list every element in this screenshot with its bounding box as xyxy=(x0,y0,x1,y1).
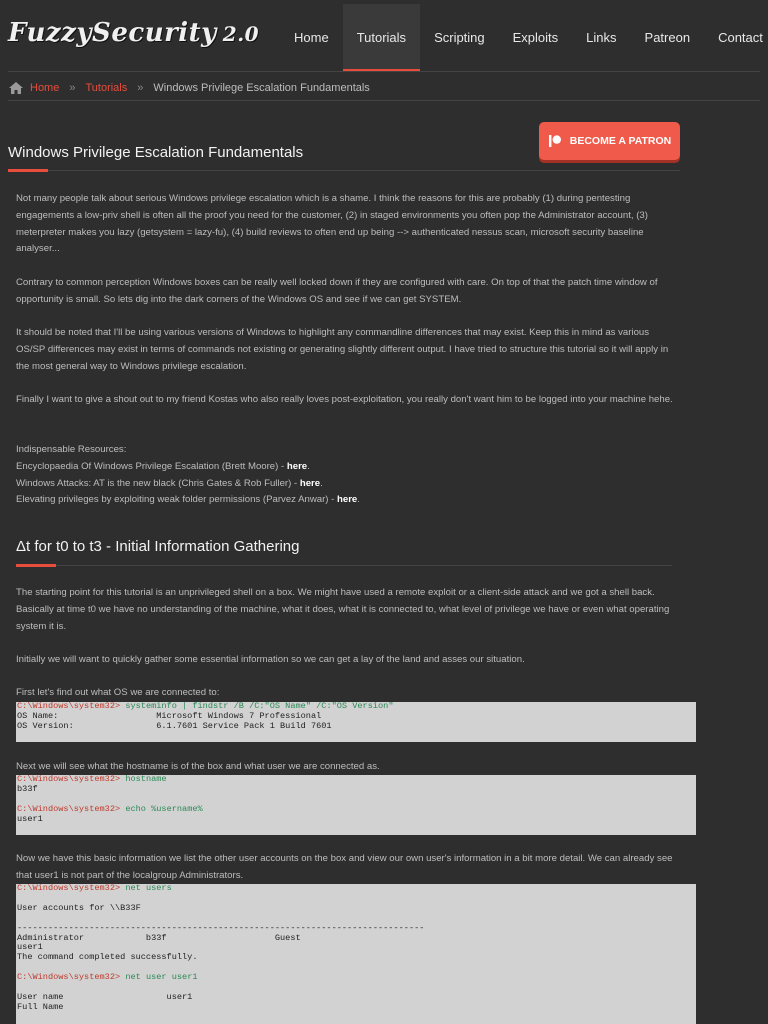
resource-text: Windows Attacks: AT is the new black (Chris Gates & Rob Fuller) - xyxy=(16,477,300,489)
patron-label: BECOME A PATRON xyxy=(569,135,672,147)
resource-item: Windows Attacks: AT is the new black (Chris Gates & Rob Fuller) - here. xyxy=(16,477,323,489)
nav-contact[interactable]: Contact xyxy=(718,30,763,45)
code-output: User accounts for \\B33F ------------------------------------------------------------------------------- Administrator b33f Guest user1 The command completed successfully. xyxy=(17,902,425,963)
title-accent xyxy=(8,169,48,172)
section-accent xyxy=(16,564,56,567)
intro-paragraph-1: Not many people talk about serious Windows privilege escalation which is a shame. I think the reasons for this are probably (1) during pentesting engagements a low-priv shell is often all the proof you need for the customer, (2) in staged environments you often pop the Administrator account, (3) meterpreter makes you lazy (getsystem = lazy-fu), (4) build reviews to often end up being --> authenticated nessus scan, microsoft security baseline analyser... xyxy=(16,193,648,255)
section-paragraph-5: Now we have this basic information we list the other user accounts on the box and view our own user's information in a bit more detail. We can already see that user1 is not part of the localgroup Administrators. xyxy=(16,853,673,881)
section-title: Δt for t0 to t3 - Initial Information Gathering xyxy=(16,538,300,555)
resource-link[interactable]: here xyxy=(337,494,358,506)
resources-heading: Indispensable Resources: xyxy=(16,444,127,455)
intro-paragraph-4: Finally I want to give a shout out to my friend Kostas who also really loves post-exploitation, you really don't want him to be logged into your machine hehe. xyxy=(16,394,673,405)
resource-text: Encyclopaedia Of Windows Privilege Escalation (Brett Moore) - xyxy=(16,460,287,472)
section-paragraph-4: Next we will see what the hostname is of the box and what user we are connected as. xyxy=(16,761,380,772)
breadcrumb-home[interactable]: Home xyxy=(30,82,60,94)
logo-version: 2.0 xyxy=(222,22,260,46)
breadcrumb-separator: » xyxy=(69,82,76,94)
section-paragraph-3: First let's find out what OS we are connected to: xyxy=(16,687,220,698)
page-title: Windows Privilege Escalation Fundamentals xyxy=(8,144,304,161)
nav-scripting[interactable]: Scripting xyxy=(434,30,485,45)
top-bar xyxy=(0,0,768,74)
section-paragraph-2: Initially we will want to quickly gather some essential information so we can get a lay of the land and asses our situation. xyxy=(16,654,525,665)
resource-link[interactable]: here xyxy=(299,477,321,489)
breadcrumb xyxy=(8,78,370,98)
title-divider xyxy=(8,170,680,171)
code-command: systeminfo | findstr /B /C:"OS Name" /C:"OS Version" xyxy=(120,702,394,711)
nav-tutorials[interactable]: Tutorials xyxy=(343,4,420,72)
code-output: User name user1 Full Name xyxy=(17,991,193,1012)
code-command: echo %username% xyxy=(120,803,203,814)
resource-item: Encyclopaedia Of Windows Privilege Escalation (Brett Moore) - here. xyxy=(16,460,310,472)
home-icon xyxy=(8,81,24,95)
nav-patreon[interactable]: Patreon xyxy=(644,30,691,45)
code-block-hostname xyxy=(16,775,696,835)
section-divider xyxy=(16,565,672,566)
code-output: b33f xyxy=(17,783,38,794)
code-command: hostname xyxy=(120,775,167,784)
breadcrumb-current: Windows Privilege Escalation Fundamentals xyxy=(153,82,370,94)
nav-home[interactable]: Home xyxy=(294,30,329,45)
patreon-icon xyxy=(548,134,562,148)
section-paragraph-1: The starting point for this tutorial is an unprivileged shell on a box. We might have used a remote exploit or a client-side attack and we got a shell back. Basically at time t0 we have no understanding of the machine, what it does, what it is connected to, what level of privilege we have or even what operating system it is. xyxy=(16,587,670,632)
code-prompt: C:\Windows\system32> xyxy=(17,972,121,983)
become-patron-button[interactable] xyxy=(539,122,680,160)
resource-link[interactable]: here xyxy=(286,460,308,472)
main-nav xyxy=(280,4,768,72)
nav-divider xyxy=(8,71,760,72)
code-output: OS Name: Microsoft Windows 7 Professional OS Version: 6.1.7601 Service Pack 1 Build 7601 xyxy=(17,710,332,731)
intro-paragraph-3: It should be noted that I'll be using various versions of Windows to highlight any commandline differences that may exist. Keep this in mind as various OS/SP differences may exist in terms of commands not existing or generating slightly different output. I have tried to structure this tutorial so it will apply in the most general way to Windows privilege escalation. xyxy=(16,327,669,372)
resource-text: Elevating privileges by exploiting weak folder permissions (Parvez Anwar) - xyxy=(16,494,337,506)
nav-links[interactable]: Links xyxy=(586,30,617,45)
code-prompt: C:\Windows\system32> xyxy=(17,803,121,814)
resource-item: Elevating privileges by exploiting weak folder permissions (Parvez Anwar) - here. xyxy=(16,494,360,506)
site-logo[interactable] xyxy=(8,18,259,48)
logo-text: FuzzySecurity xyxy=(8,18,217,48)
code-output: user1 xyxy=(17,813,43,824)
code-prompt: C:\Windows\system32> xyxy=(17,775,121,784)
code-block-systeminfo xyxy=(16,702,696,742)
nav-exploits[interactable]: Exploits xyxy=(512,30,559,45)
breadcrumb-separator: » xyxy=(137,82,144,94)
code-block-net-users xyxy=(16,884,696,1024)
breadcrumb-tutorials[interactable]: Tutorials xyxy=(85,82,128,94)
code-command: net user user1 xyxy=(120,972,198,983)
code-prompt: C:\Windows\system32> xyxy=(17,702,121,711)
intro-paragraph-2: Contrary to common perception Windows boxes can be really well locked down if they are configured with care. On top of that the patch time window of opportunity is small. So lets dig into the dark corners of the Windows OS and see if we can get SYSTEM. xyxy=(16,277,658,305)
code-command: net users xyxy=(120,884,172,893)
resources-block xyxy=(16,442,676,509)
code-prompt: C:\Windows\system32> xyxy=(17,884,121,893)
breadcrumb-divider xyxy=(8,100,760,101)
